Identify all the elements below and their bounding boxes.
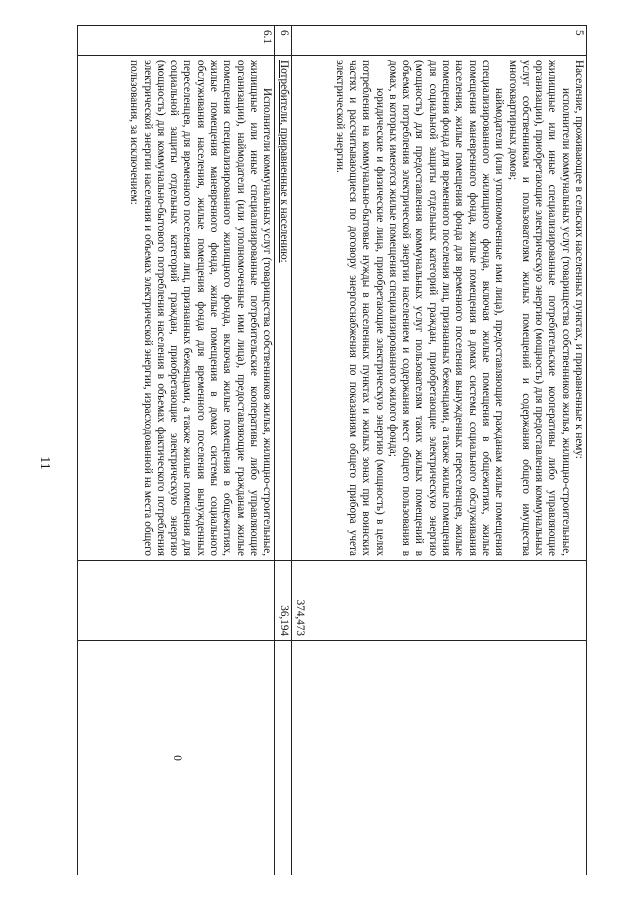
row-description <box>291 56 586 561</box>
value-cell <box>78 561 275 641</box>
rotated-sheet <box>77 25 587 875</box>
table-row <box>291 26 586 876</box>
table-row <box>78 26 275 876</box>
document-page <box>77 25 587 875</box>
row-heading: Население, проживающее в сельских населенных пунктах, и приравненные к нему: <box>573 60 585 459</box>
row-description <box>275 56 291 561</box>
value-cell <box>275 641 291 876</box>
row-number: 5 <box>291 26 586 56</box>
row-number: 6 <box>275 26 291 56</box>
value-cell: 0 <box>78 641 275 876</box>
row-number: 6.1 <box>78 26 275 56</box>
paragraph: юридические и физические лица, приобретающие электрическую энергию (мощность) в целях потребления на коммунально-бытовые нужды в населенных пунктах и жилых зонах при воинских частях и рассчитывающиеся по договору энергоснабжения по показаниям общего прибора учета электрической энергии. <box>333 60 386 556</box>
tariff-table <box>77 25 587 875</box>
paragraph: наймодатели (или уполномоченные ими лица), предоставляющие гражданам жилые помещения специализированного жилищного фонда, включая жилые помещения в общежитиях, жилые помещения маневренного фонда, жилые помещения в домах системы социального обслуживания населения, жилые помещения фонда для временного поселения вынужденных переселенцев, жилые помещения фонда для временного поселения лиц, признанных беженцами, а также жилые помещения для социальной защиты отдельных категорий граждан, приобретающие электрическую энергию (мощность) для предоставления коммунальных услуг пользователям таких жилых помещений в объемах потребления электрической энергии населением и содержания мест общего пользования в домах, в которых имеются жилые помещения специализированного жилого фонда; <box>386 60 506 556</box>
value-cell: 374,473 <box>291 561 586 641</box>
row-heading: Потребители, приравненные к населению: <box>277 60 290 263</box>
paragraph: Исполнители коммунальных услуг (товарищества собственников жилья, жилищно-строительные, жилищные или иные специализированные потребительские кооперативы либо управляющие организации), наймодатели (или уполномоченные ими лица), предоставляющие гражданам жилые помещения специализированного жилищного фонда, включая жилые помещения в общежитиях, жилые помещения маневренного фонда, жилые помещения в домах системы социального обслуживания населения, жилые помещения фонда для временного поселения вынужденных переселенцев, для временного поселения лиц, признанных беженцами, а также жилые помещения для социальной защиты отдельных категорий граждан, приобретающие электрическую энергию (мощность) для коммунально-бытового потребления населения в объемах фактического потребления электрической энергии населения и объемах электрической энергии, израсходованной на места общего пользования, за исключением: <box>128 60 274 556</box>
paragraph: исполнители коммунальных услуг (товарищества собственников жилья, жилищно-строительные, жилищные или иные специализированные потребительские кооперативы либо управляющие организации), приобретающие электрическую энергию (мощность) для предоставления коммунальных услуг собственникам и пользователям жилых помещений и содержания общего имущества многоквартирных домов; <box>506 60 572 556</box>
row-description <box>78 56 275 561</box>
page-number: 11 <box>37 456 52 470</box>
value-cell <box>291 641 586 876</box>
value-cell: 36,194 <box>275 561 291 641</box>
table-row <box>275 26 291 876</box>
